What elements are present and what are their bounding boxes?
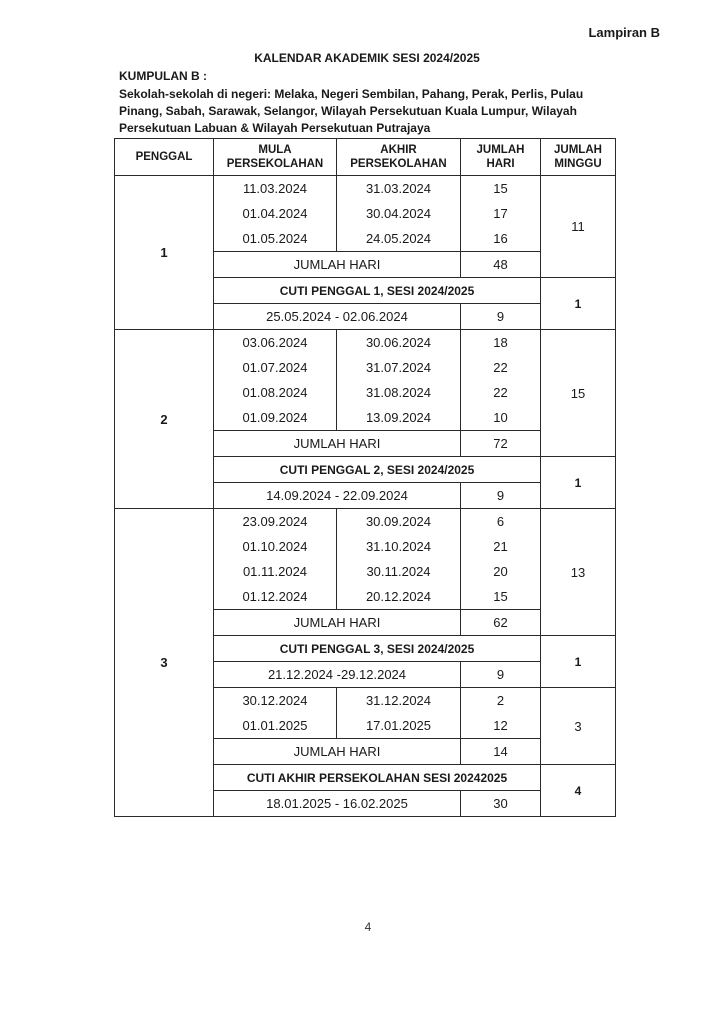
table-body xyxy=(115,176,616,817)
jumlah-hari-value: 48 xyxy=(493,257,508,272)
holiday-days-cell xyxy=(461,304,541,330)
group-label: KUMPULAN B : xyxy=(119,69,207,83)
akhir-date: 31.12.2024 xyxy=(365,693,432,708)
akhir-date: 13.09.2024 xyxy=(365,410,432,425)
col-header-minggu-line1: JUMLAH xyxy=(554,144,602,156)
col-header-mula xyxy=(214,139,337,176)
day-count: 6 xyxy=(496,514,505,529)
jumlah-hari-label-cell xyxy=(214,610,461,636)
holiday-week-count: 4 xyxy=(574,783,582,798)
day-count: 16 xyxy=(493,231,508,246)
hari-cell xyxy=(461,176,541,252)
day-count: 12 xyxy=(493,718,508,733)
col-header-hari-line2: HARI xyxy=(486,158,515,170)
penggal-number-cell xyxy=(115,330,214,509)
col-header-penggal-text: PENGGAL xyxy=(135,151,193,163)
holiday-day-count: 9 xyxy=(496,309,505,324)
akhir-date: 31.07.2024 xyxy=(365,360,432,375)
week-count: 3 xyxy=(574,718,582,734)
holiday-label-cell xyxy=(214,457,541,483)
jumlah-hari-value: 72 xyxy=(493,436,508,451)
holiday-label-cell xyxy=(214,765,541,791)
day-count: 17 xyxy=(493,206,508,221)
holiday-date-range: 14.09.2024 - 22.09.2024 xyxy=(266,488,408,503)
holiday-week-count: 1 xyxy=(574,654,582,669)
jumlah-hari-label: JUMLAH HARI xyxy=(293,744,381,759)
jumlah-hari-value: 62 xyxy=(493,615,508,630)
holiday-range-cell xyxy=(214,304,461,330)
akhir-date: 17.01.2025 xyxy=(365,718,432,733)
jumlah-hari-label: JUMLAH HARI xyxy=(293,436,381,451)
mula-cell xyxy=(214,176,337,252)
penggal-number-cell xyxy=(115,509,214,817)
mula-date: 01.08.2024 xyxy=(242,385,308,400)
col-header-akhir-line2: PERSEKOLAHAN xyxy=(350,158,447,170)
mula-cell xyxy=(214,509,337,610)
penggal-number-cell xyxy=(115,176,214,330)
mula-date: 01.04.2024 xyxy=(242,206,308,221)
holiday-day-count: 9 xyxy=(496,667,505,682)
mula-cell xyxy=(214,330,337,431)
mula-date: 23.09.2024 xyxy=(242,514,308,529)
akhir-date: 30.04.2024 xyxy=(365,206,432,221)
jumlah-hari-value-cell xyxy=(461,610,541,636)
akhir-date: 30.06.2024 xyxy=(365,335,432,350)
jumlah-hari-value-cell xyxy=(461,739,541,765)
hari-cell xyxy=(461,509,541,610)
holiday-weeks-cell xyxy=(541,765,616,817)
holiday-date-range: 25.05.2024 - 02.06.2024 xyxy=(266,309,408,324)
holiday-week-count: 1 xyxy=(574,296,582,311)
jumlah-minggu-cell xyxy=(541,688,616,765)
holiday-range-cell xyxy=(214,791,461,817)
mula-date: 03.06.2024 xyxy=(242,335,308,350)
mula-cell xyxy=(214,688,337,739)
col-header-mula-line2: PERSEKOLAHAN xyxy=(226,158,324,170)
mula-date: 01.01.2025 xyxy=(242,718,308,733)
states-description: Sekolah-sekolah di negeri: Melaka, Negeri Sembilan, Pahang, Perak, Perlis, Pulau Pinang, Sabah, Sarawak, Selangor, Wilayah Persekutuan Kuala Lumpur, Wilayah Persekutuan Labuan & Wilayah Persekutuan Putrajaya xyxy=(119,87,584,135)
day-count: 2 xyxy=(496,693,505,708)
week-count: 13 xyxy=(570,564,586,580)
hari-cell xyxy=(461,688,541,739)
holiday-range-cell xyxy=(214,662,461,688)
jumlah-hari-label: JUMLAH HARI xyxy=(293,257,381,272)
jumlah-minggu-cell xyxy=(541,176,616,278)
holiday-label: CUTI PENGGAL 1, SESI 2024/2025 xyxy=(279,283,475,298)
mula-date: 01.10.2024 xyxy=(242,539,308,554)
day-count: 10 xyxy=(493,410,508,425)
jumlah-minggu-cell xyxy=(541,330,616,457)
day-count: 18 xyxy=(493,335,508,350)
holiday-date-range: 18.01.2025 - 16.02.2025 xyxy=(266,796,408,811)
holiday-range-cell xyxy=(214,483,461,509)
holiday-weeks-cell xyxy=(541,278,616,330)
date-range-row xyxy=(115,330,616,431)
day-count: 20 xyxy=(493,564,508,579)
table-header-row xyxy=(115,139,616,176)
jumlah-hari-value: 14 xyxy=(493,744,508,759)
mula-date: 01.11.2024 xyxy=(242,564,308,579)
holiday-days-cell xyxy=(461,662,541,688)
holiday-days-cell xyxy=(461,791,541,817)
day-count: 22 xyxy=(493,385,508,400)
col-header-hari-line1: JUMLAH xyxy=(476,144,525,156)
akhir-date: 30.09.2024 xyxy=(365,514,432,529)
page-number: 4 xyxy=(364,920,372,934)
holiday-label-cell xyxy=(214,636,541,662)
col-header-akhir-line1: AKHIR xyxy=(380,144,417,156)
akhir-date: 20.12.2024 xyxy=(365,589,432,604)
akhir-date: 31.03.2024 xyxy=(365,181,432,196)
date-range-row xyxy=(115,509,616,610)
jumlah-hari-label-cell xyxy=(214,252,461,278)
week-count: 15 xyxy=(570,385,586,401)
col-header-penggal xyxy=(115,139,214,176)
mula-date: 11.03.2024 xyxy=(242,181,308,196)
holiday-day-count: 9 xyxy=(496,488,505,503)
holiday-label-cell xyxy=(214,278,541,304)
holiday-label: CUTI PENGGAL 2, SESI 2024/2025 xyxy=(279,462,475,477)
day-count: 21 xyxy=(493,539,508,554)
col-header-akhir xyxy=(337,139,461,176)
jumlah-hari-label: JUMLAH HARI xyxy=(293,615,381,630)
penggal-number: 3 xyxy=(160,655,168,670)
week-count: 11 xyxy=(571,219,585,234)
jumlah-hari-label-cell xyxy=(214,431,461,457)
mula-date: 01.07.2024 xyxy=(242,360,308,375)
jumlah-hari-value-cell xyxy=(461,431,541,457)
col-header-jumlah-minggu xyxy=(541,139,616,176)
akhir-date: 31.10.2024 xyxy=(365,539,432,554)
day-count: 22 xyxy=(493,360,508,375)
mula-date: 01.09.2024 xyxy=(242,410,308,425)
akhir-cell xyxy=(337,330,461,431)
jumlah-hari-value-cell xyxy=(461,252,541,278)
penggal-number: 2 xyxy=(160,411,168,427)
hari-cell xyxy=(461,330,541,431)
akhir-cell xyxy=(337,509,461,610)
akhir-date: 31.08.2024 xyxy=(365,385,432,400)
holiday-days-cell xyxy=(461,483,541,509)
holiday-weeks-cell xyxy=(541,457,616,509)
day-count: 15 xyxy=(493,589,508,604)
akhir-cell xyxy=(337,688,461,739)
mula-date: 01.12.2024 xyxy=(242,589,308,604)
document-title: KALENDAR AKADEMIK SESI 2024/2025 xyxy=(254,51,480,65)
akhir-date: 24.05.2024 xyxy=(365,231,432,246)
day-count: 15 xyxy=(493,181,508,196)
mula-date: 30.12.2024 xyxy=(242,693,308,708)
holiday-day-count: 30 xyxy=(493,796,508,811)
annex-label: Lampiran B xyxy=(588,25,660,40)
penggal-number: 1 xyxy=(160,245,168,260)
mula-date: 01.05.2024 xyxy=(242,231,308,246)
col-header-minggu-line2: MINGGU xyxy=(554,158,602,170)
holiday-label: CUTI PENGGAL 3, SESI 2024/2025 xyxy=(279,641,475,656)
col-header-mula-line1: MULA xyxy=(258,144,292,156)
jumlah-hari-label-cell xyxy=(214,739,461,765)
holiday-week-count: 1 xyxy=(574,475,582,490)
akhir-cell xyxy=(337,176,461,252)
date-range-row xyxy=(115,176,616,252)
akhir-date: 30.11.2024 xyxy=(366,564,431,579)
academic-calendar-table xyxy=(114,138,616,817)
holiday-label: CUTI AKHIR PERSEKOLAHAN SESI 20242025 xyxy=(246,770,508,785)
jumlah-minggu-cell xyxy=(541,509,616,636)
col-header-jumlah-hari xyxy=(461,139,541,176)
holiday-date-range: 21.12.2024 -29.12.2024 xyxy=(267,667,407,682)
holiday-weeks-cell xyxy=(541,636,616,688)
